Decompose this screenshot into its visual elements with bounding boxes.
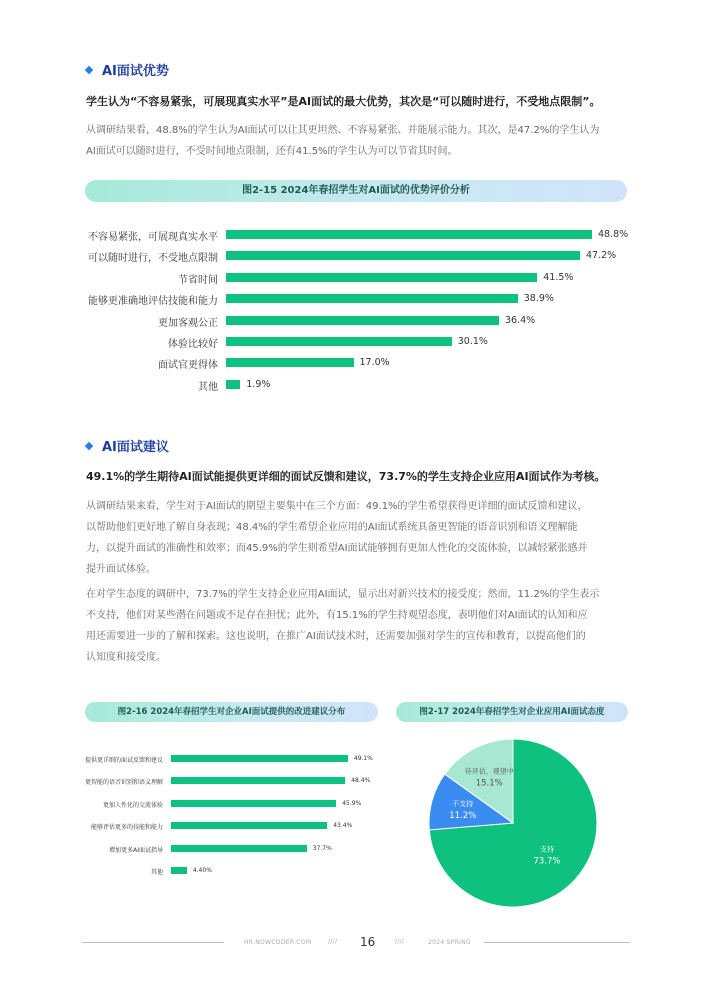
- pie-value-label: 15.1%: [475, 778, 503, 789]
- paragraph-line: 从调研结果来看，学生对于AI面试的期望主要集中在三个方面：49.1%的学生希望获得更详细的面试反馈和建议，: [86, 501, 588, 512]
- chart-title-banner: 图2-16 2024年春招学生对企业AI面试提供的改进建议分布: [85, 702, 378, 722]
- section-title: AI面试优势: [102, 64, 169, 79]
- paragraph-line: 用还需要进一步的了解和探索。这也说明，在推广AI面试技术时，还需要加强对学生的宣传和教育，以提高他们的: [86, 631, 586, 642]
- footer-rule-left: [82, 942, 224, 943]
- pie-category-label: 支持: [539, 845, 554, 854]
- bar-value-label: 1.9%: [246, 378, 271, 390]
- bar: [226, 358, 354, 367]
- section-title: AI面试建议: [102, 440, 169, 455]
- bar-category-label: 更加人性化的交流体验: [102, 801, 163, 809]
- paragraph: [86, 584, 628, 668]
- bar-category-label: 能够更准确地评估技能和能力: [88, 296, 218, 308]
- bar: [226, 337, 452, 346]
- bar-value-label: 48.4%: [351, 777, 371, 785]
- pie-value-label: 11.2%: [449, 811, 477, 822]
- bar-category-label: 提供更详细的面试反馈和建议: [84, 757, 163, 764]
- diamond-bullet-icon: [85, 442, 93, 450]
- pie-category-label: 不支持: [452, 800, 474, 809]
- bar-value-label: 4.40%: [192, 867, 212, 874]
- bar-category-label: 其他: [150, 869, 163, 876]
- paragraph: [86, 120, 628, 162]
- bar-category-label: 面试官更得体: [158, 360, 218, 372]
- footer-rule-right: [484, 942, 630, 943]
- bar-value-label: 49.1%: [353, 755, 373, 762]
- bar-value-label: 41.5%: [543, 271, 574, 283]
- bar-value-label: 47.2%: [586, 250, 617, 262]
- bar-category-label: 节省时间: [178, 274, 218, 286]
- bar: [226, 294, 518, 303]
- bar: [171, 822, 327, 829]
- footer-season: 2024 SPRING: [428, 939, 471, 946]
- paragraph-line: 不支持，他们对某些潜在问题或不足存在担忧；此外，有15.1%的学生持观望态度，表明他们对AI面试的认知和应: [86, 610, 588, 621]
- suggestions-bar-chart: [0, 755, 390, 895]
- bar-category-label: 更加客观公正: [158, 317, 218, 329]
- paragraph: [86, 496, 628, 580]
- bar: [226, 230, 592, 239]
- bar-value-label: 48.8%: [598, 229, 629, 240]
- bar-value-label: 17.0%: [359, 357, 390, 369]
- bar-category-label: 体验比较好: [168, 339, 218, 350]
- bar: [226, 273, 537, 282]
- lead-sentence: 学生认为“不容易紧张，可展现真实水平”是AI面试的最大优势，其次是“可以随时进行，不受地点限制”。: [86, 95, 601, 108]
- bar: [171, 845, 307, 852]
- bar-value-label: 36.4%: [505, 314, 536, 326]
- bar: [171, 867, 187, 874]
- advantages-bar-chart: [0, 230, 710, 405]
- paragraph-line: 提升面试体验。: [86, 564, 156, 575]
- bar: [226, 380, 240, 389]
- pie-category-label: 待评估，观望中: [464, 767, 514, 776]
- paragraph-line: 以帮助他们更好地了解自身表现；48.4%的学生希望企业应用的AI面试系统具备更智能的语音识别和语义理解能: [86, 522, 578, 533]
- bar: [226, 316, 499, 325]
- paragraph-line: 力，以提升面试的准确性和效率；而45.9%的学生则希望AI面试能够拥有更加人性化的交流体验，以减轻紧张感并: [86, 543, 588, 554]
- page-number: 16: [360, 935, 376, 949]
- bar-value-label: 45.9%: [342, 799, 362, 807]
- bar-category-label: 可以随时进行，不受地点限制: [88, 253, 218, 265]
- bar: [226, 251, 580, 260]
- bar-category-label: 能够评估更多的技能和能力: [90, 824, 163, 832]
- bar-value-label: 30.1%: [457, 336, 488, 347]
- bar-category-label: 其他: [198, 381, 218, 393]
- attitude-pie-chart: [420, 730, 620, 910]
- paragraph-line: 在对学生态度的调研中，73.7%的学生支持企业应用AI面试，显示出对新兴技术的接受度；然而，11.2%的学生表示: [86, 589, 600, 600]
- diamond-bullet-icon: [85, 66, 93, 74]
- bar: [171, 755, 348, 762]
- bar-value-label: 37.7%: [312, 844, 332, 852]
- bar: [171, 800, 336, 807]
- paragraph-line: AI面试可以随时进行，不受时间地点限制，还有41.5%的学生认为可以节省其时间。: [86, 146, 458, 157]
- bar-value-label: 43.4%: [333, 822, 353, 830]
- lead-sentence: 49.1%的学生期待AI面试能提供更详细的面试反馈和建议，73.7%的学生支持企业应用AI面试作为考核。: [86, 470, 606, 483]
- paragraph-line: 从调研结果看，48.8%的学生认为AI面试可以让其更坦然、不容易紧张、并能展示能力。其次，是47.2%的学生认为: [86, 125, 600, 136]
- footer-separator: ////: [328, 938, 338, 945]
- section-heading-suggestions: [86, 436, 169, 455]
- chart-title-banner: 图2-17 2024年春招学生对企业应用AI面试态度: [396, 702, 628, 722]
- paragraph-line: 认知度和接受度。: [86, 652, 166, 663]
- section-heading-advantages: [86, 60, 169, 79]
- footer-site: HR.NOWCODER.COM: [244, 939, 312, 946]
- chart-title-banner: 图2-15 2024年春招学生对AI面试的优势评价分析: [85, 180, 627, 202]
- bar-category-label: 更智能的语音识别和语义理解: [84, 779, 163, 787]
- footer-separator: ////: [395, 938, 405, 945]
- bar: [171, 777, 345, 784]
- bar-value-label: 38.9%: [523, 293, 554, 305]
- pie-value-label: 73.7%: [533, 856, 561, 867]
- bar-category-label: 增加更多AI面试指导: [109, 846, 163, 854]
- bar-category-label: 不容易紧张，可展现真实水平: [88, 232, 218, 243]
